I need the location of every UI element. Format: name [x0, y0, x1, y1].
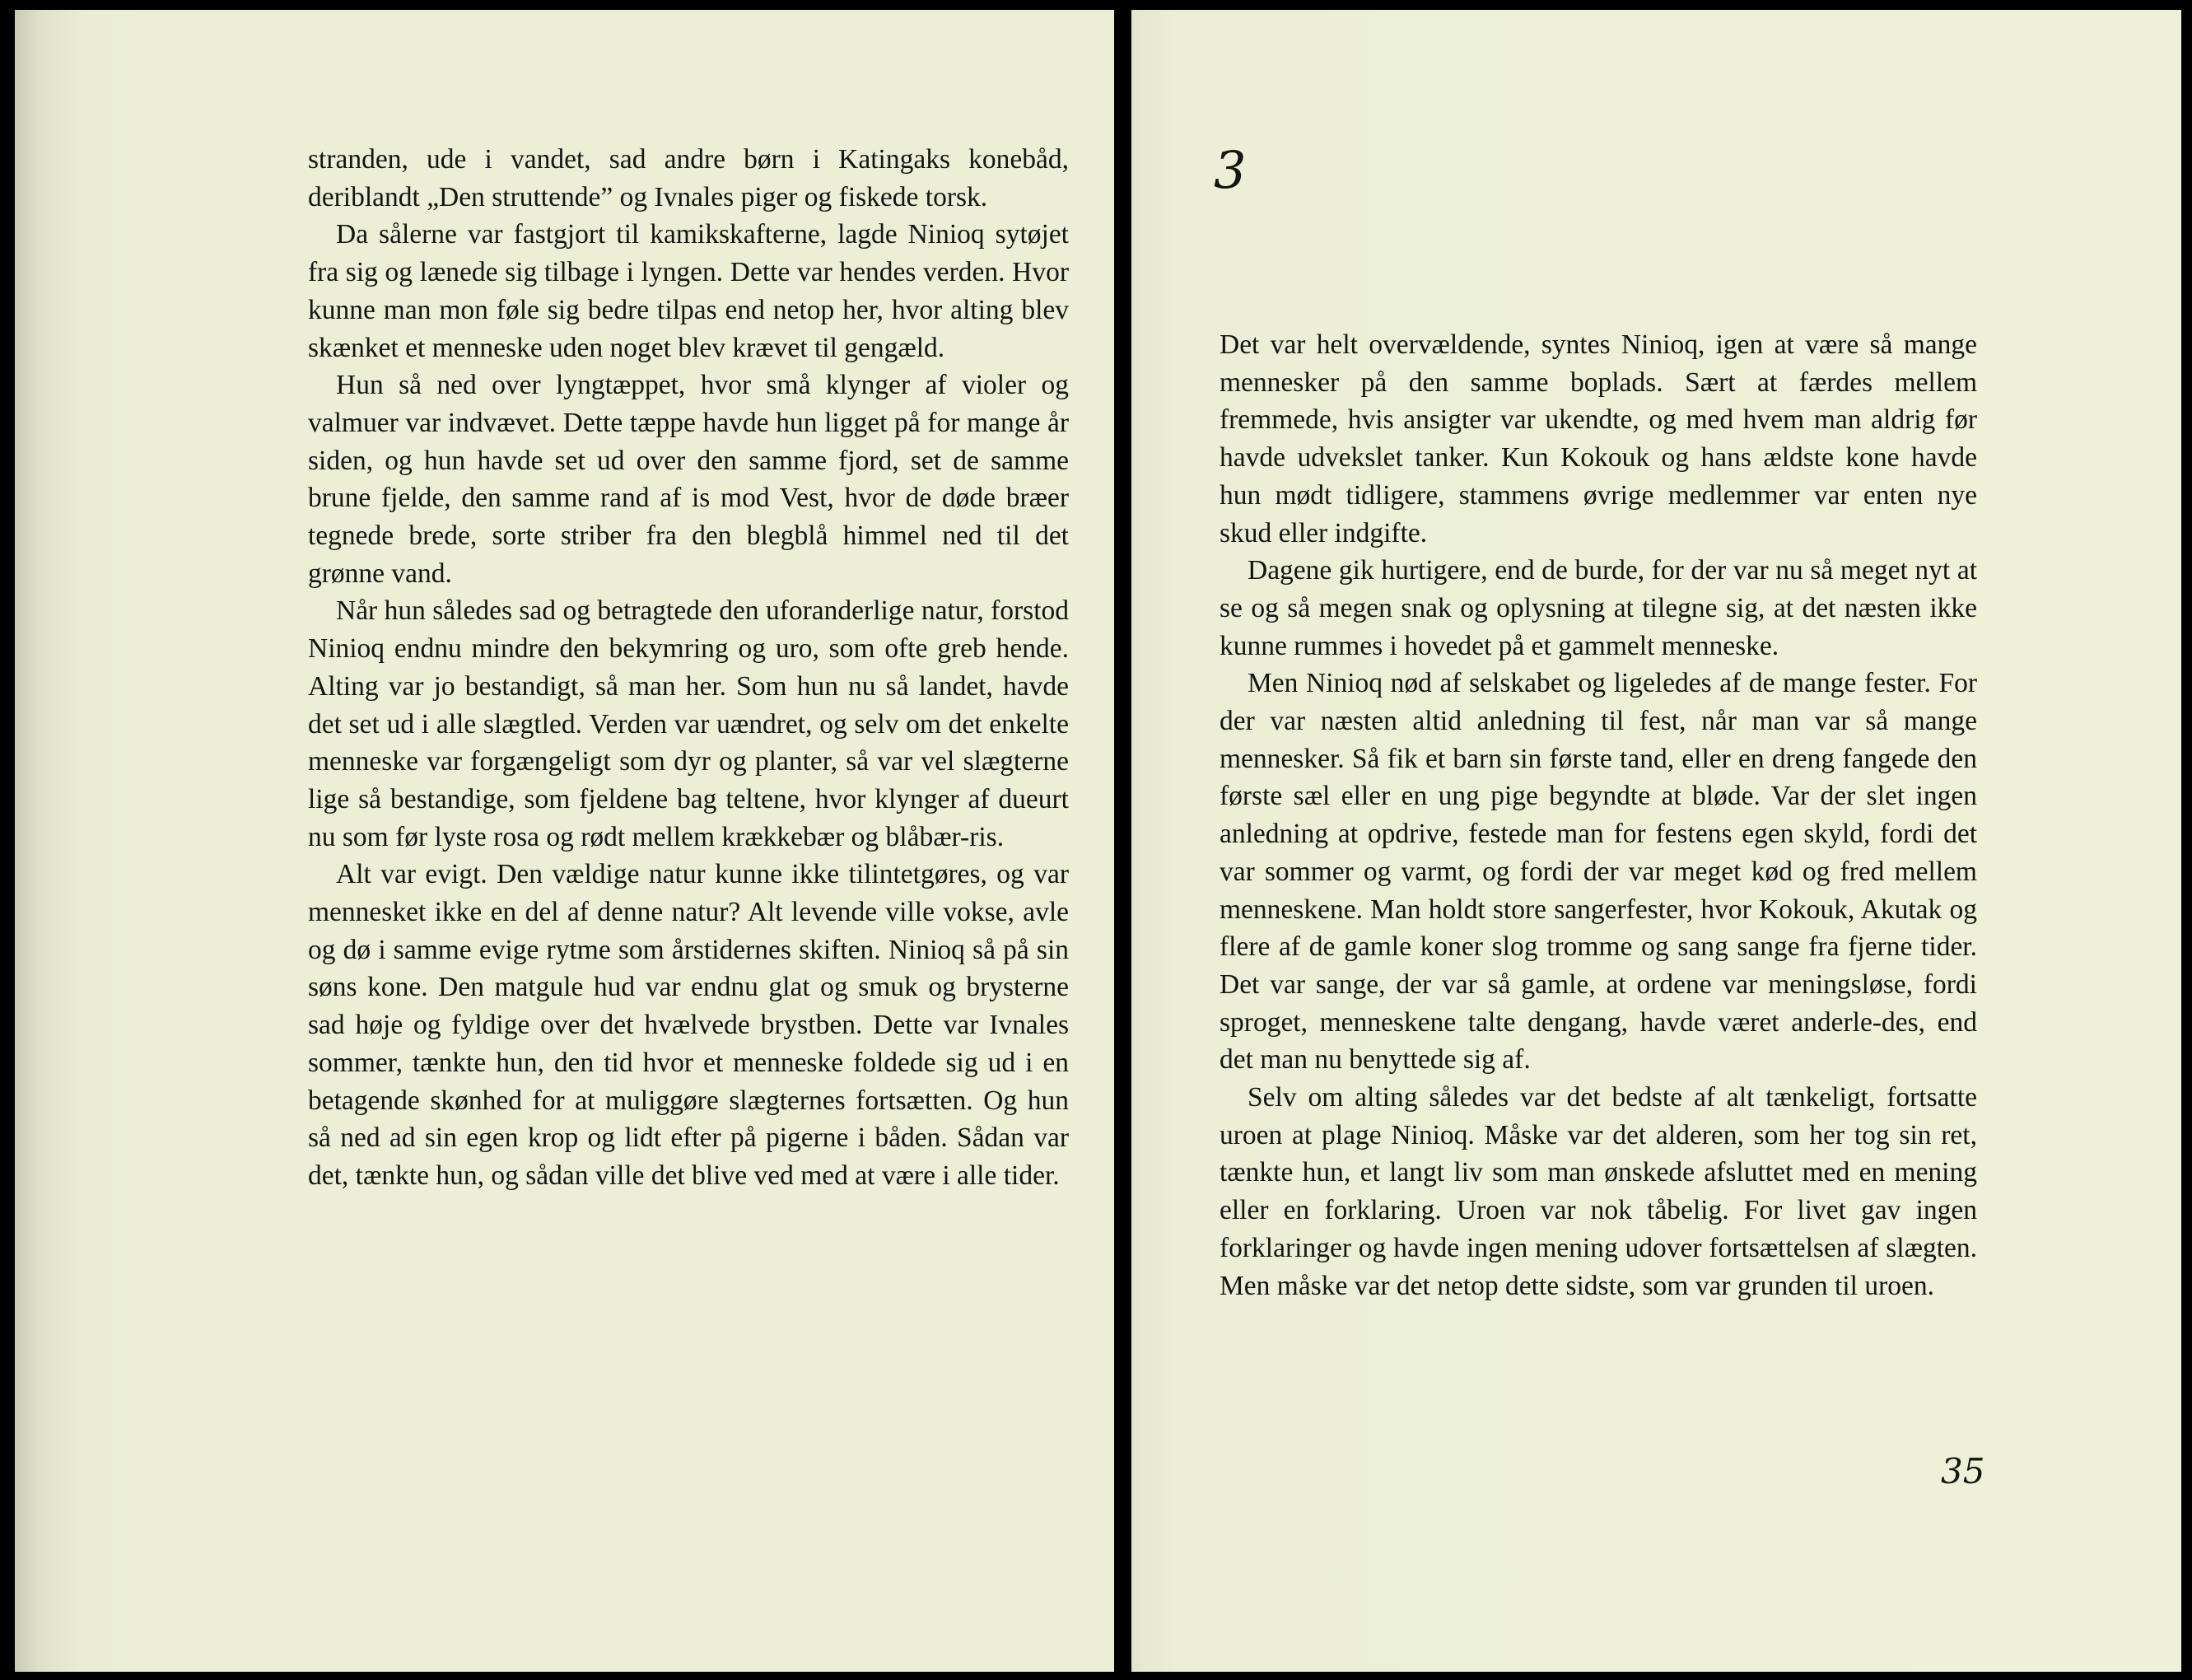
paragraph: Når hun således sad og betragtede den uforanderlige natur, forstod Ninioq endnu mindre den bekymring og uro, som ofte greb hende. Alting var jo bestandigt, så man her. Som hun nu så landet, havde det set ud i alle slægtled. Verden var uændret, og selv om det enkelte menneske var forgængeligt som dyr og planter, så var vel slægterne lige så bestandige, som fjeldene bag teltene, hvor klynger af dueurt nu som før lyste rosa og rødt mellem krækkebær og blåbær-ris. — [308, 595, 1069, 852]
paragraph: Selv om alting således var det bedste af alt tænkeligt, fortsatte uroen at plage Ninioq. Måske var det alderen, som her tog sin ret, tænkte hun, et langt liv som man ønskede afsluttet med en mening eller en forklaring. Uroen var nok tåbelig. For livet gav ingen forklaringer og havde ingen mening udover fortsættelsen af slægten. Men måske var det netop dette sidste, som var grunden til uroen. — [1220, 1082, 1977, 1301]
paragraph: Dagene gik hurtigere, end de burde, for der var nu så meget nyt at se og så megen snak og oplysning at tilegne sig, at det næsten ikke kunne rummes i hovedet på et gammelt menneske. — [1220, 555, 1977, 661]
right-page — [1131, 10, 2181, 1672]
paragraph: Hun så ned over lyngtæppet, hvor små klynger af violer og valmuer var indvævet. Dette tæppe havde hun ligget på for mange år siden, og hun havde set ud over den samme fjord, set de samme brune fjelde, den samme rand af is mod Vest, hvor de døde bræer tegnede brede, sorte striber fra den blegblå himmel ned til det grønne vand. — [308, 370, 1069, 589]
paragraph: Det var helt overvældende, syntes Ninioq, igen at være så mange mennesker på den samme boplads. Sært at færdes mellem fremmede, hvis ansigter var ukendte, og med hvem man aldrig før havde udvekslet tanker. Kun Kokouk og hans ældste kone havde hun mødt tidligere, stammens øvrige medlemmer var enten nye skud eller indgifte. — [1220, 329, 1977, 548]
paragraph: Alt var evigt. Den vældige natur kunne ikke tilintetgøres, og var mennesket ikke en del af denne natur? Alt levende ville vokse, avle og dø i samme evige rytme som årstidernes skiften. Ninioq så på sin søns kone. Den matgule hud var endnu glat og smuk og brysterne sad høje og fyldige over det hvælvede brystben. Dette var Ivnales sommer, tænkte hun, den tid hvor et menneske foldede sig ud i en betagende skønhed for at muliggøre slægternes fortsætten. Og hun så ned ad sin egen krop og lidt efter på pigerne i båden. Sådan var det, tænkte hun, og sådan ville det blive ved med at være i alle tider. — [308, 859, 1069, 1191]
left-page-text — [308, 141, 1069, 1195]
paragraph: stranden, ude i vandet, sad andre børn i Katingaks konebåd, deriblandt „Den struttende” og Ivnales piger og fiskede torsk. — [308, 144, 1069, 212]
chapter-number: 3 — [1214, 140, 1247, 200]
paragraph: Men Ninioq nød af selskabet og ligeledes af de mange fester. For der var næsten altid anledning til fest, når man var så mange mennesker. Så fik et barn sin første tand, eller en dreng fangede den første sæl eller en ung pige begyndte at bløde. Var der slet ingen anledning at opdrive, festede man for festens egen skyld, fordi det var sommer og varmt, og fordi der var meget kød og fred mellem menneskene. Man holdt store sangerfester, hvor Kokouk, Akutak og flere af de gamle koner slog tromme og sang sange fra fjerne tider. Det var sange, der var så gamle, at ordene var meningsløse, fordi sproget, menneskene talte dengang, havde været anderle-des, end det man nu benyttede sig af. — [1220, 668, 1977, 1076]
left-page — [15, 10, 1114, 1672]
page-number: 35 — [1941, 1451, 1985, 1491]
paragraph: Da sålerne var fastgjort til kamikskafterne, lagde Ninioq sytøjet fra sig og lænede sig tilbage i lyngen. Dette var hendes verden. Hvor kunne man mon føle sig bedre tilpas end netop her, hvor alting blev skænket et menneske uden noget blev krævet til gengæld. — [308, 219, 1069, 363]
right-page-text — [1220, 326, 1977, 1304]
